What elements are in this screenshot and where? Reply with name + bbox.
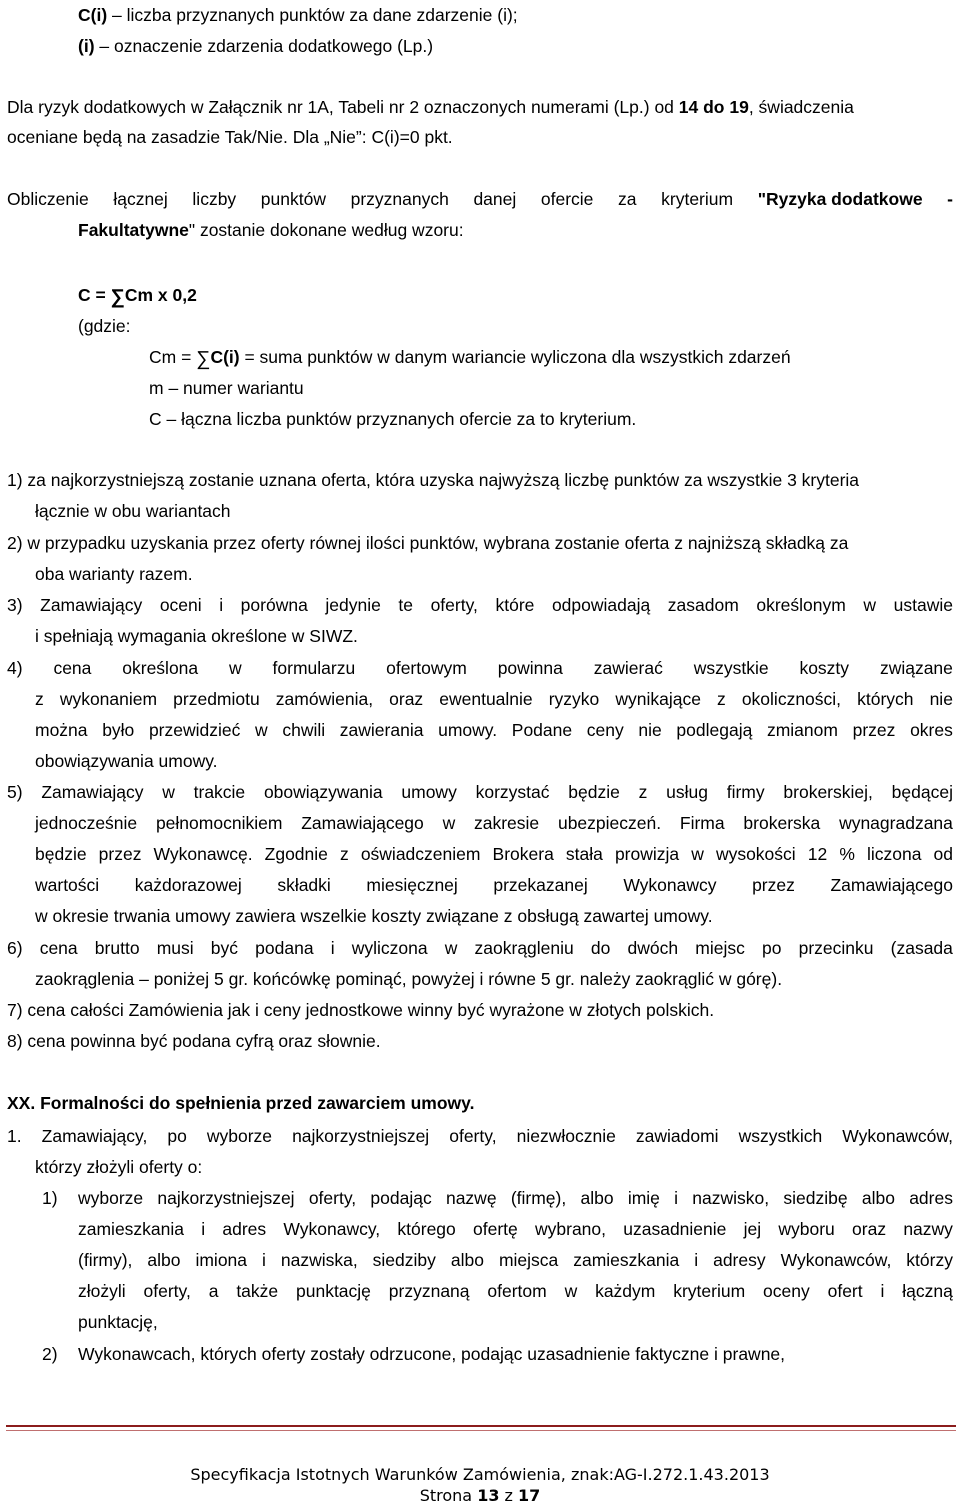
word: nie [638, 720, 662, 740]
formula-where: (gdzie: [78, 316, 131, 336]
word: będzie [568, 782, 620, 802]
subitem-1-line-4 [78, 1280, 953, 1302]
word: Wykonawcy, [283, 1219, 381, 1239]
word: którego [397, 1219, 456, 1239]
calc-paragraph-line-1 [7, 188, 953, 210]
word: i [674, 1188, 679, 1208]
word: po [167, 1126, 187, 1146]
word: określona [122, 658, 199, 678]
word: z [35, 689, 44, 709]
point-1-line-2: łącznie w obu wariantach [35, 501, 231, 521]
word: zawiadomi [635, 1126, 719, 1146]
formula-main: C = ∑Cm x 0,2 [78, 285, 197, 308]
word: będącej [891, 782, 953, 802]
word: ofertom [487, 1281, 547, 1301]
section-item-1-line-1 [7, 1125, 953, 1147]
point-3-line-1 [7, 594, 953, 616]
word: zakresie [474, 813, 540, 833]
word: oceni [159, 595, 202, 615]
word: zawierać [593, 658, 663, 678]
word: zasadom [667, 595, 739, 615]
point-6-line-2: zaokrąglenia – poniżej 5 gr. końcówkę pominąć, powyżej i równe 5 gr. należy zaokrąglić w górę). [35, 969, 783, 989]
word: składki [277, 875, 331, 895]
word: przekazanej [493, 875, 588, 895]
point-5-line-4 [35, 874, 953, 896]
subitem-1-line-1 [78, 1187, 953, 1209]
word: (firmy), [78, 1250, 133, 1270]
word: ustawie [893, 595, 953, 615]
word: oceny [763, 1281, 810, 1301]
word: najkorzystniejszej [157, 1188, 295, 1208]
word: "Ryzyka dodatkowe [757, 189, 923, 209]
point-2-line-1: 2) w przypadku uzyskania przez oferty równej ilości punktów, wybrana zostanie oferta z najniższą składką za [7, 533, 849, 553]
word: można [35, 720, 88, 740]
word: ryzyko [548, 689, 600, 709]
word: niezwłocznie [516, 1126, 616, 1146]
word: w [863, 595, 877, 615]
word: ofercie [540, 189, 594, 209]
word: albo [580, 1188, 614, 1208]
word: których [857, 689, 914, 709]
word: oferty, [308, 1188, 357, 1208]
word: punktów [260, 189, 326, 209]
word: firmy [726, 782, 765, 802]
word: wybrano, [535, 1219, 607, 1239]
word: w [229, 658, 242, 678]
word: nazwisko, [692, 1188, 770, 1208]
point-5-line-2 [35, 812, 953, 834]
word: albo [147, 1250, 181, 1270]
word: i [330, 938, 335, 958]
word: związane [879, 658, 953, 678]
risk-paragraph-line-2: oceniane będą na zasadzie Tak/Nie. Dla „Nie”: C(i)=0 pkt. [7, 127, 453, 147]
word: wykonaniem [59, 689, 158, 709]
word: albo [450, 1250, 484, 1270]
word: łączną [902, 1281, 953, 1301]
word: umowy. [438, 720, 498, 740]
word: liczona [866, 844, 922, 864]
word: dwóch [627, 938, 679, 958]
word: którzy [906, 1250, 953, 1270]
word: przecinku [798, 938, 874, 958]
word: najkorzystniejszej [292, 1126, 430, 1146]
word: podana [255, 938, 314, 958]
word: 6) [7, 938, 23, 958]
word: cena [39, 938, 78, 958]
word: Firma [679, 813, 725, 833]
word: Wykonawców, [780, 1250, 892, 1270]
word: Zamawiający, [41, 1126, 148, 1146]
footer-spec: Specyfikacja Istotnych Warunków Zamówienia, znak:AG-I.272.1.43.2013 [190, 1465, 770, 1484]
word: Zgodnie [264, 844, 328, 864]
word: po [761, 938, 782, 958]
word: pełnomocnikiem [155, 813, 283, 833]
word: wszystkich [738, 1126, 823, 1146]
word: nazwiska, [280, 1250, 358, 1270]
word: w [162, 782, 175, 802]
word: za [618, 189, 637, 209]
word: stała [565, 844, 603, 864]
word: wartości [35, 875, 100, 895]
word: cena [53, 658, 92, 678]
point-4-line-1 [7, 657, 953, 679]
word: albo [861, 1188, 895, 1208]
word: a [208, 1281, 219, 1301]
word: ofertowym [386, 658, 467, 678]
point-6-line-1 [7, 937, 953, 959]
word: siedziby [372, 1250, 436, 1270]
word: 4) [7, 658, 23, 678]
word: Zamawiającego [830, 875, 953, 895]
word: Zamawiający [40, 595, 143, 615]
definition-i: (i) – oznaczenie zdarzenia dodatkowego (Lp.) [78, 36, 434, 56]
word: adresy [713, 1250, 766, 1270]
word: Zamawiającego [301, 813, 424, 833]
word: koszty [799, 658, 850, 678]
word: i [694, 1250, 699, 1270]
word: każdorazowej [134, 875, 242, 895]
word: wynikające [615, 689, 701, 709]
word: Wykonawcy [623, 875, 717, 895]
word: % [839, 844, 855, 864]
word: i [880, 1281, 885, 1301]
word: 1. [7, 1126, 22, 1146]
word: punktację [296, 1281, 371, 1301]
word: oferty, [449, 1126, 497, 1146]
point-7: 7) cena całości Zamówienia jak i ceny jednostkowe winny być wyrażone w złotych polskich. [7, 1000, 715, 1020]
word: przez [98, 844, 142, 864]
word: zamówienia, [275, 689, 374, 709]
subitem-1-line-2 [78, 1218, 953, 1240]
word: (zasada [890, 938, 953, 958]
word: do [590, 938, 611, 958]
point-4-line-3 [35, 719, 953, 741]
word: łącznej [113, 189, 168, 209]
calc-paragraph-line-2: Fakultatywne" zostanie dokonane według wzoru: [78, 220, 464, 240]
word: oraz [389, 689, 424, 709]
word: Podane [511, 720, 573, 740]
word: być [210, 938, 239, 958]
word: jej [743, 1219, 762, 1239]
word: zaokrągleniu [474, 938, 574, 958]
word: w [564, 1281, 578, 1301]
word: przyznanych [350, 189, 449, 209]
formula-c-definition: C – łączna liczba punktów przyznanych ofercie za to kryterium. [149, 409, 637, 429]
word: wyborze [206, 1126, 273, 1146]
subitem-1-line-3 [78, 1249, 953, 1271]
word: i [201, 1219, 206, 1239]
word: uzasadnienie [623, 1219, 727, 1239]
word: powinna [497, 658, 563, 678]
word: Wykonawców, [842, 1126, 953, 1146]
word: w [691, 844, 704, 864]
word: każdym [595, 1281, 656, 1301]
point-1-line-1: 1) za najkorzystniejszą zostanie uznana oferta, która uzyska najwyższą liczbę punktów za wszystkie 3 kryteria [7, 470, 860, 490]
word: ceny [586, 720, 624, 740]
word: wynagradzana [839, 813, 953, 833]
point-2-line-2: oba warianty razem. [35, 564, 193, 584]
definition-ci: C(i) – liczba przyznanych punktów za dane zdarzenie (i); [78, 5, 518, 25]
word: (firmę), [510, 1188, 567, 1208]
word: umowy [401, 782, 457, 802]
footer-page-number: Strona 13 z 17 [419, 1486, 541, 1505]
word: formularzu [272, 658, 356, 678]
risk-paragraph-line-1: Dla ryzyk dodatkowych w Załącznik nr 1A, Tabeli nr 2 oznaczonych numerami (Lp.) od 14 do 19, świadczenia [7, 97, 854, 117]
word: podlegają [676, 720, 753, 740]
word: kryterium [661, 189, 734, 209]
word: od [933, 844, 953, 864]
word: z [717, 689, 726, 709]
word: brokerska [743, 813, 821, 833]
word: musi [156, 938, 194, 958]
word: złożyli [78, 1281, 126, 1301]
word: miejsca [498, 1250, 559, 1270]
word: brokerskiej, [783, 782, 873, 802]
word: oświadczeniem [360, 844, 481, 864]
word: prowizja [614, 844, 680, 864]
word: w [442, 813, 456, 833]
section-heading: XX. Formalności do spełnienia przed zawarciem umowy. [7, 1093, 475, 1113]
word: te [398, 595, 414, 615]
word: przez [752, 875, 795, 895]
word: ofertę [473, 1219, 518, 1239]
word: przyznaną [388, 1281, 470, 1301]
word: jednocześnie [35, 813, 138, 833]
word: nie [929, 689, 953, 709]
point-5-line-1 [7, 781, 953, 803]
word: imię [627, 1188, 660, 1208]
word: wyliczona [351, 938, 428, 958]
subitem-1-line-5: punktację, [78, 1312, 158, 1332]
word: wyborze [78, 1188, 144, 1208]
point-3-line-2: i spełniają wymagania określone w SIWZ. [35, 626, 358, 646]
word: z [638, 782, 648, 802]
word: korzystać [475, 782, 550, 802]
word: było [102, 720, 135, 740]
sigma-symbol: ∑ [110, 286, 125, 308]
word: Obliczenie [7, 189, 89, 209]
formula-m-definition: m – numer wariantu [149, 378, 304, 398]
word: przez [852, 720, 896, 740]
subitem-2-line-1: Wykonawcach, których oferty zostały odrzucone, podając uzasadnienie faktyczne i prawne, [78, 1344, 786, 1364]
word: podając [370, 1188, 432, 1208]
word: w [255, 720, 268, 740]
word: - [947, 189, 953, 209]
word: i [262, 1250, 266, 1270]
word: nazwę [445, 1188, 497, 1208]
word: odpowiadają [551, 595, 651, 615]
word: liczby [192, 189, 237, 209]
word: wyboru [778, 1219, 835, 1239]
footer-rule-thin [6, 1430, 956, 1431]
word: adres [909, 1188, 953, 1208]
word: wysokości [715, 844, 796, 864]
word: miejsc [695, 938, 745, 958]
word: jedynie [325, 595, 381, 615]
word: zmianom [766, 720, 838, 740]
word: będzie [35, 844, 87, 864]
word: danej [473, 189, 517, 209]
word: zamieszkania [78, 1219, 185, 1239]
word: które [495, 595, 535, 615]
point-5-line-3 [35, 843, 953, 865]
word: ubezpieczeń. [557, 813, 662, 833]
word: trakcie [193, 782, 246, 802]
word: zamieszkania [573, 1250, 680, 1270]
word: Wykonawcę. [153, 844, 253, 864]
word: okres [910, 720, 953, 740]
word: imiona [195, 1250, 248, 1270]
word: 12 [807, 844, 828, 864]
word: obowiązywania [263, 782, 383, 802]
word: wszystkie [693, 658, 769, 678]
word: siedzibę [783, 1188, 848, 1208]
word: przewidzieć [148, 720, 241, 740]
word: Brokera [492, 844, 554, 864]
word: także [236, 1281, 279, 1301]
footer-rule [6, 1425, 956, 1427]
word: i [219, 595, 224, 615]
word: kryterium [673, 1281, 746, 1301]
word: Zamawiający [41, 782, 144, 802]
word: miesięcznej [366, 875, 458, 895]
word: z [339, 844, 349, 864]
point-5-line-5: w okresie trwania umowy zawiera wszelkie koszty związane z obsługą zawartej umowy. [35, 906, 713, 926]
word: przedmiotu [173, 689, 260, 709]
subitem-1-number: 1) [42, 1188, 58, 1208]
word: adres [222, 1219, 267, 1239]
word: 5) [7, 782, 23, 802]
subitem-2-number: 2) [42, 1344, 58, 1364]
word: oferty, [430, 595, 478, 615]
word: w [444, 938, 458, 958]
word: zawierania [339, 720, 424, 740]
word: 3) [7, 595, 23, 615]
word: usług [666, 782, 708, 802]
word: oraz [852, 1219, 887, 1239]
word: oferty, [143, 1281, 191, 1301]
sigma-symbol: ∑ [196, 348, 211, 370]
section-item-1-line-2: którzy złożyli oferty o: [35, 1157, 203, 1177]
word: ewentualnie [439, 689, 533, 709]
word: nazwy [903, 1219, 953, 1239]
word: chwili [282, 720, 326, 740]
word: określonym [756, 595, 846, 615]
word: porówna [240, 595, 308, 615]
point-4-line-4: obowiązywania umowy. [35, 751, 218, 771]
word: brutto [94, 938, 140, 958]
point-8: 8) cena powinna być podana cyfrą oraz słownie. [7, 1031, 381, 1051]
point-4-line-2 [35, 688, 953, 710]
word: ofert [827, 1281, 863, 1301]
formula-cm-definition: Cm = ∑C(i) = suma punktów w danym wariancie wyliczona dla wszystkich zdarzeń [149, 347, 791, 370]
word: okoliczności, [741, 689, 842, 709]
